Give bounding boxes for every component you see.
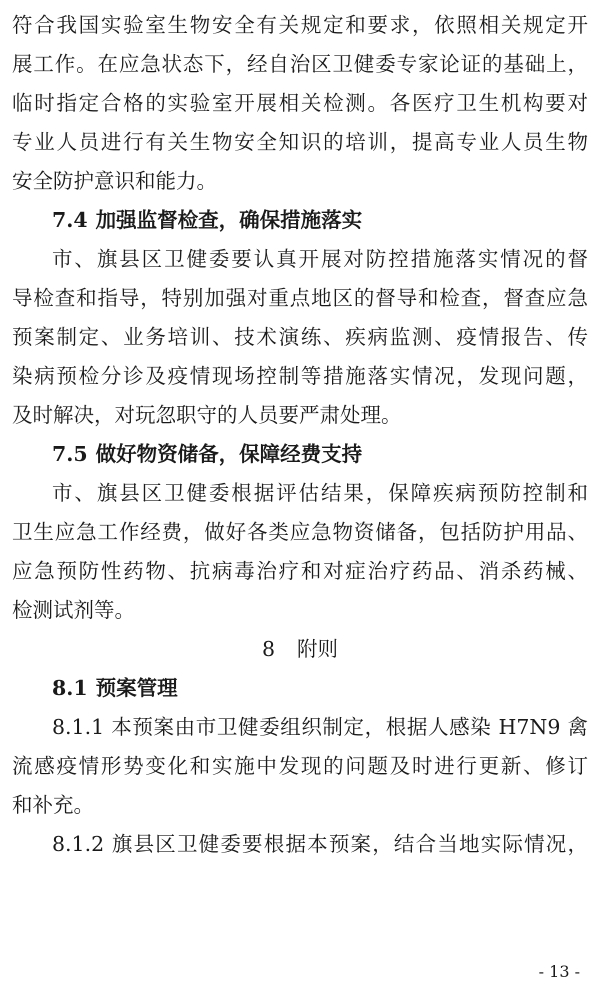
- paragraph-line: 预案制定、业务培训、技术演练、疾病监测、疫情报告、传: [12, 325, 588, 349]
- chapter-heading-8: [0, 634, 600, 664]
- paragraph-line: 展工作。在应急状态下，经自治区卫健委专家论证的基础上，: [12, 52, 588, 76]
- paragraph-line: 导检查和指导，特别加强对重点地区的督导和检查，督查应急: [12, 286, 588, 310]
- paragraph-line: 卫生应急工作经费，做好各类应急物资储备，包括防护用品、: [12, 520, 588, 544]
- section-number: 7.5: [52, 442, 88, 466]
- section-title: 加强监督检查，确保措施落实: [95, 208, 363, 232]
- section-heading-7-5: [52, 439, 362, 469]
- paragraph-line: 染病预检分诊及疫情现场控制等措施落实情况，发现问题，: [12, 364, 588, 388]
- section-title: 预案管理: [95, 676, 178, 700]
- section-heading-8-1: [52, 673, 178, 703]
- paragraph-line: 临时指定合格的实验室开展相关检测。各医疗卫生机构要对: [12, 91, 588, 115]
- section-title: 做好物资储备，保障经费支持: [95, 442, 363, 466]
- page-number: - 13 -: [538, 962, 580, 981]
- chapter-title: 附则: [297, 637, 339, 661]
- section-number: 8.1: [52, 676, 88, 700]
- paragraph-line: 8.1.1 本预案由市卫健委组织制定，根据人感染 H7N9 禽: [52, 715, 588, 739]
- paragraph-line: 市、旗县区卫健委要认真开展对防控措施落实情况的督: [52, 247, 588, 271]
- paragraph-line: 专业人员进行有关生物安全知识的培训，提高专业人员生物: [12, 130, 588, 154]
- section-number: 7.4: [52, 208, 88, 232]
- paragraph-line: 符合我国实验室生物安全有关规定和要求，依照相关规定开: [12, 13, 588, 37]
- paragraph-line: 8.1.2 旗县区卫健委要根据本预案，结合当地实际情况，: [52, 832, 588, 856]
- paragraph-line: 流感疫情形势变化和实施中发现的问题及时进行更新、修订: [12, 754, 588, 778]
- chapter-number: 8: [261, 637, 276, 661]
- paragraph-line: 和补充。: [12, 793, 94, 817]
- paragraph-line: 市、旗县区卫健委根据评估结果，保障疾病预防控制和: [52, 481, 588, 505]
- paragraph-line: 及时解决，对玩忽职守的人员要严肃处理。: [12, 403, 402, 427]
- paragraph-line: 应急预防性药物、抗病毒治疗和对症治疗药品、消杀药械、: [12, 559, 588, 583]
- paragraph-line: 检测试剂等。: [12, 598, 135, 622]
- paragraph-line: 安全防护意识和能力。: [12, 169, 217, 193]
- section-heading-7-4: [52, 205, 362, 235]
